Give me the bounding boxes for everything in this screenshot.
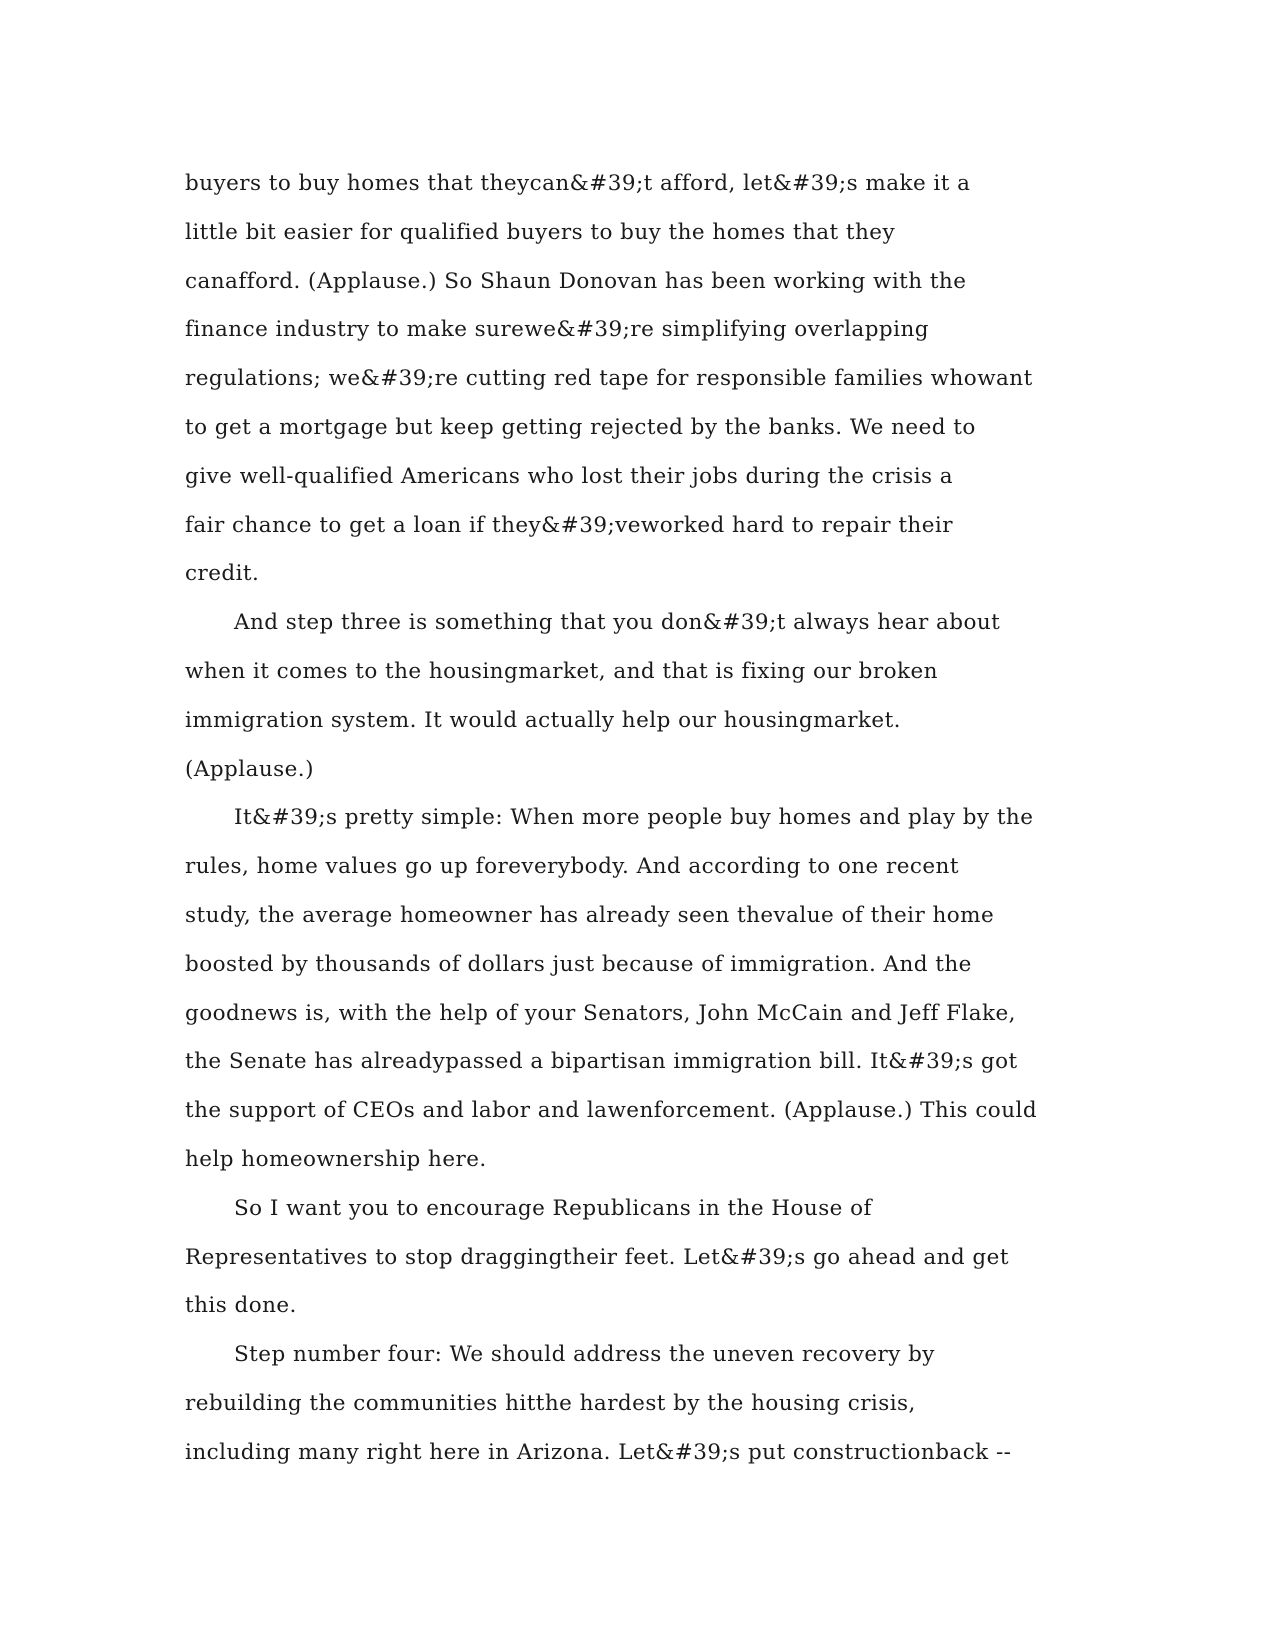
- paragraph-first-line: And step three is something that you don&#39;t always hear about: [234, 610, 1001, 636]
- text-line: boosted by thousands of dollars just because of immigration. And the: [185, 951, 972, 977]
- text-line: credit.: [185, 561, 260, 587]
- text-line: Representatives to stop draggingtheir feet. Let&#39;s go ahead and get: [185, 1244, 1009, 1270]
- speech-transcript-text: [185, 160, 1085, 1478]
- text-line: buyers to buy homes that theycan&#39;t afford, let&#39;s make it a: [185, 171, 971, 196]
- text-line: to get a mortgage but keep getting rejected by the banks. We need to: [185, 414, 976, 440]
- text-line: goodnews is, with the help of your Senators, John McCain and Jeff Flake,: [185, 1000, 1016, 1026]
- text-line: little bit easier for qualified buyers to buy the homes that they: [185, 219, 896, 245]
- paragraph-first-line: So I want you to encourage Republicans in the House of: [234, 1195, 872, 1221]
- text-line: help homeownership here.: [185, 1146, 487, 1172]
- text-line: immigration system. It would actually help our housingmarket.: [185, 707, 901, 733]
- paragraph-first-line: Step number four: We should address the uneven recovery by: [234, 1342, 935, 1368]
- text-line: when it comes to the housingmarket, and that is fixing our broken: [185, 658, 938, 684]
- text-line: rebuilding the communities hitthe hardest by the housing crisis,: [185, 1390, 916, 1416]
- text-line: including many right here in Arizona. Let&#39;s put constructionback --: [185, 1439, 1012, 1465]
- text-line: canafford. (Applause.) So Shaun Donovan has been working with the: [185, 268, 967, 294]
- text-line: give well-qualified Americans who lost their jobs during the crisis a: [185, 463, 954, 489]
- paragraph-first-line: It&#39;s pretty simple: When more people buy homes and play by the: [234, 805, 1034, 831]
- text-line: the support of CEOs and labor and lawenforcement. (Applause.) This could: [185, 1098, 1038, 1124]
- text-line: rules, home values go up foreverybody. And according to one recent: [185, 854, 959, 880]
- text-line: the Senate has alreadypassed a bipartisan immigration bill. It&#39;s got: [185, 1049, 1018, 1075]
- text-line: this done.: [185, 1293, 297, 1319]
- text-line: study, the average homeowner has already seen thevalue of their home: [185, 902, 995, 928]
- text-line: fair chance to get a loan if they&#39;veworked hard to repair their: [185, 512, 953, 538]
- text-line: (Applause.): [185, 756, 314, 782]
- text-line: finance industry to make surewe&#39;re simplifying overlapping: [185, 317, 929, 343]
- text-line: regulations; we&#39;re cutting red tape for responsible families whowant: [185, 366, 1033, 392]
